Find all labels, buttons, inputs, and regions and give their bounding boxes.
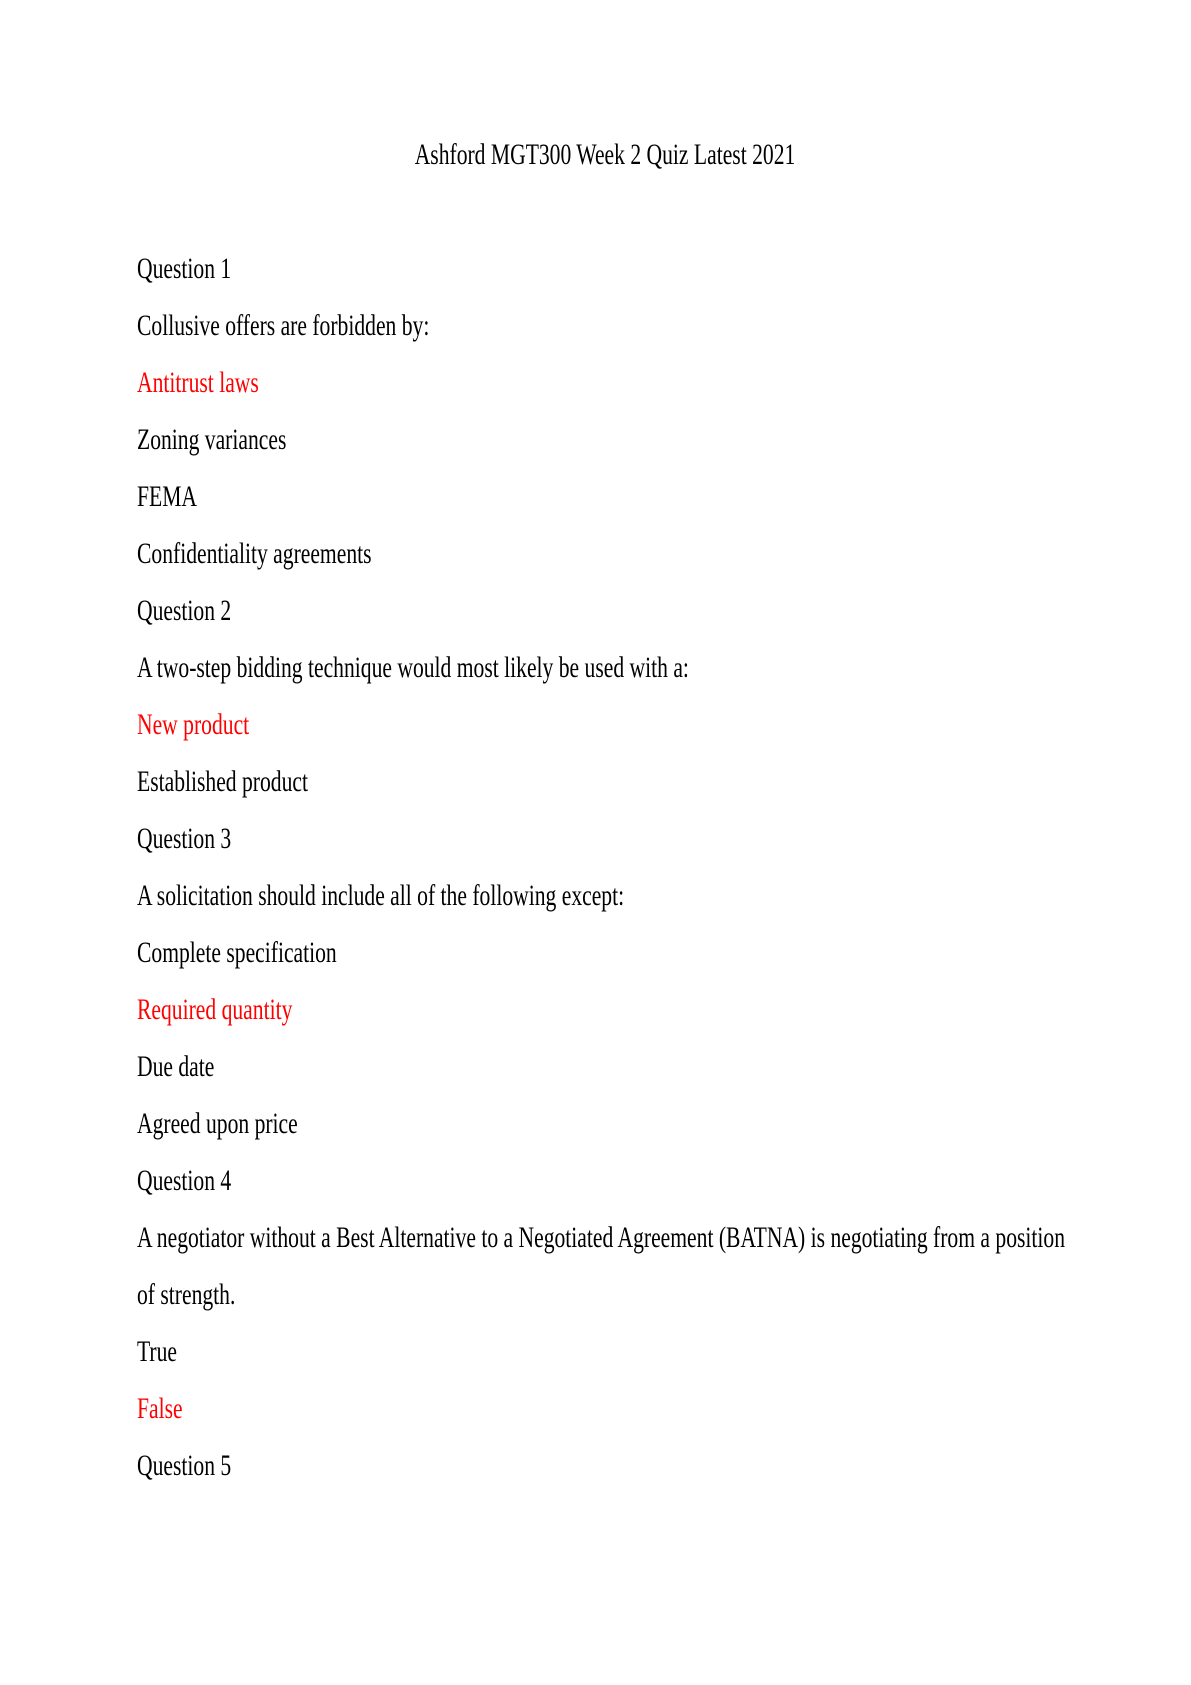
question-prompt: Collusive offers are forbidden by: [137,309,430,342]
question-heading: Question 3 [137,822,232,855]
correct-answer: New product [137,708,250,741]
question-heading: Question 4 [137,1164,232,1197]
question-prompt: A two-step bidding technique would most likely be used with a: [137,651,689,684]
answer-option: Complete specification [137,936,337,969]
question-heading: Question 1 [137,252,232,285]
answer-option: Due date [137,1050,215,1083]
page-title: Ashford MGT300 Week 2 Quiz Latest 2021 [414,138,796,171]
correct-answer: Antitrust laws [137,366,259,399]
quiz-content [137,240,1073,1494]
question-heading: Question 2 [137,594,232,627]
answer-option: Established product [137,765,308,798]
question-prompt: A solicitation should include all of the following except: [137,879,625,912]
question-prompt: A negotiator without a Best Alternative to a Negotiated Agreement (BATNA) is negotiating from a position of strength. [137,1221,1066,1311]
answer-option: Zoning variances [137,423,287,456]
answer-option: True [137,1335,178,1368]
answer-option: Agreed upon price [137,1107,298,1140]
correct-answer: False [137,1392,183,1425]
question-heading: Question 5 [137,1449,232,1482]
answer-option: Confidentiality agreements [137,537,372,570]
answer-option: FEMA [137,480,198,513]
document-content [137,126,1073,1494]
correct-answer: Required quantity [137,993,293,1026]
